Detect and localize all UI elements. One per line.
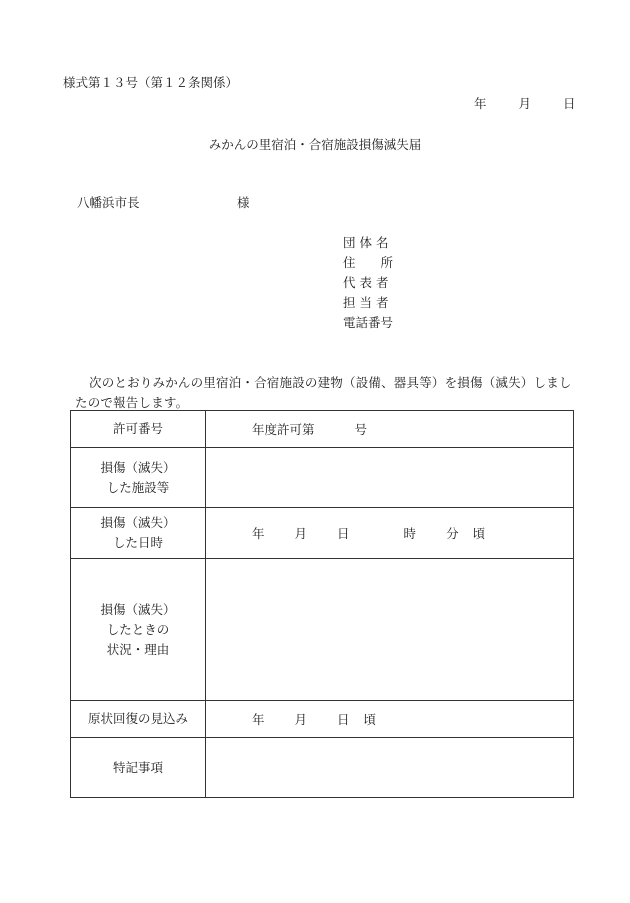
document-title: みかんの里宿泊・合宿施設損傷滅失届 — [208, 137, 422, 152]
table-row-special-notes — [71, 738, 574, 798]
value-part: 号 — [354, 422, 368, 437]
label-line: 損傷（滅失） — [100, 601, 176, 617]
label-line: 状況・理由 — [106, 641, 170, 657]
label-permit-number — [71, 411, 206, 448]
applicant-field-phone: 電話番号 — [343, 315, 394, 330]
date-year: 年 — [474, 96, 487, 111]
table-row-damage-datetime — [71, 508, 574, 559]
table-row-damaged-facility — [71, 448, 574, 508]
value-part: 時 — [403, 526, 417, 541]
date-line — [474, 94, 576, 112]
applicant-field-address: 住 所 — [343, 255, 394, 270]
label-line: したときの — [106, 621, 170, 637]
applicant-field-contact-person: 担 当 者 — [343, 295, 389, 310]
value-part: 日 — [337, 526, 350, 541]
addressee-honorific: 様 — [237, 195, 250, 210]
value-part: 年度許可第 — [252, 422, 315, 437]
value-damage-datetime[interactable] — [206, 508, 574, 559]
label-line: 特記事項 — [112, 759, 163, 775]
value-permit-number[interactable] — [206, 411, 574, 448]
label-restoration — [71, 701, 206, 738]
report-table — [70, 410, 574, 798]
addressee-name: 八幡浜市長 — [77, 195, 140, 210]
applicant-field-representative: 代 表 者 — [343, 275, 389, 290]
label-line: 原状回復の見込み — [87, 711, 188, 726]
value-part: 月 — [294, 712, 308, 727]
label-line: 許可番号 — [112, 421, 163, 436]
table-row-permit-number — [71, 411, 574, 448]
value-part: 月 — [294, 526, 308, 541]
label-circumstances — [71, 559, 206, 701]
intro-paragraph: 次のとおりみかんの里宿泊・合宿施設の建物（設備、器具等）を損傷（滅失）しましたので報告します。 — [75, 375, 572, 410]
value-circumstances[interactable] — [206, 559, 574, 701]
table-row-restoration — [71, 701, 574, 738]
label-line: 損傷（滅失） — [100, 515, 176, 530]
date-day: 日 — [563, 96, 576, 111]
applicant-field-group-name: 団 体 名 — [343, 235, 389, 250]
value-damaged-facility[interactable] — [206, 448, 574, 508]
value-special-notes[interactable] — [206, 738, 574, 798]
form-number: 様式第１３号（第１２条関係） — [63, 75, 239, 90]
value-part: 頃 — [363, 712, 377, 727]
table-row-circumstances — [71, 559, 574, 701]
date-month: 月 — [518, 96, 532, 111]
value-part: 日 — [337, 712, 350, 727]
label-special-notes — [71, 738, 206, 798]
label-damage-datetime — [71, 508, 206, 559]
label-damaged-facility — [71, 448, 206, 508]
label-line: した日時 — [112, 535, 163, 550]
label-line: 損傷（滅失） — [100, 459, 176, 475]
label-line: した施設等 — [106, 479, 170, 495]
value-part: 年 — [252, 712, 265, 727]
value-part: 分 — [446, 526, 459, 541]
value-restoration[interactable] — [206, 701, 574, 738]
value-part: 年 — [252, 526, 265, 541]
value-part: 頃 — [472, 526, 486, 541]
